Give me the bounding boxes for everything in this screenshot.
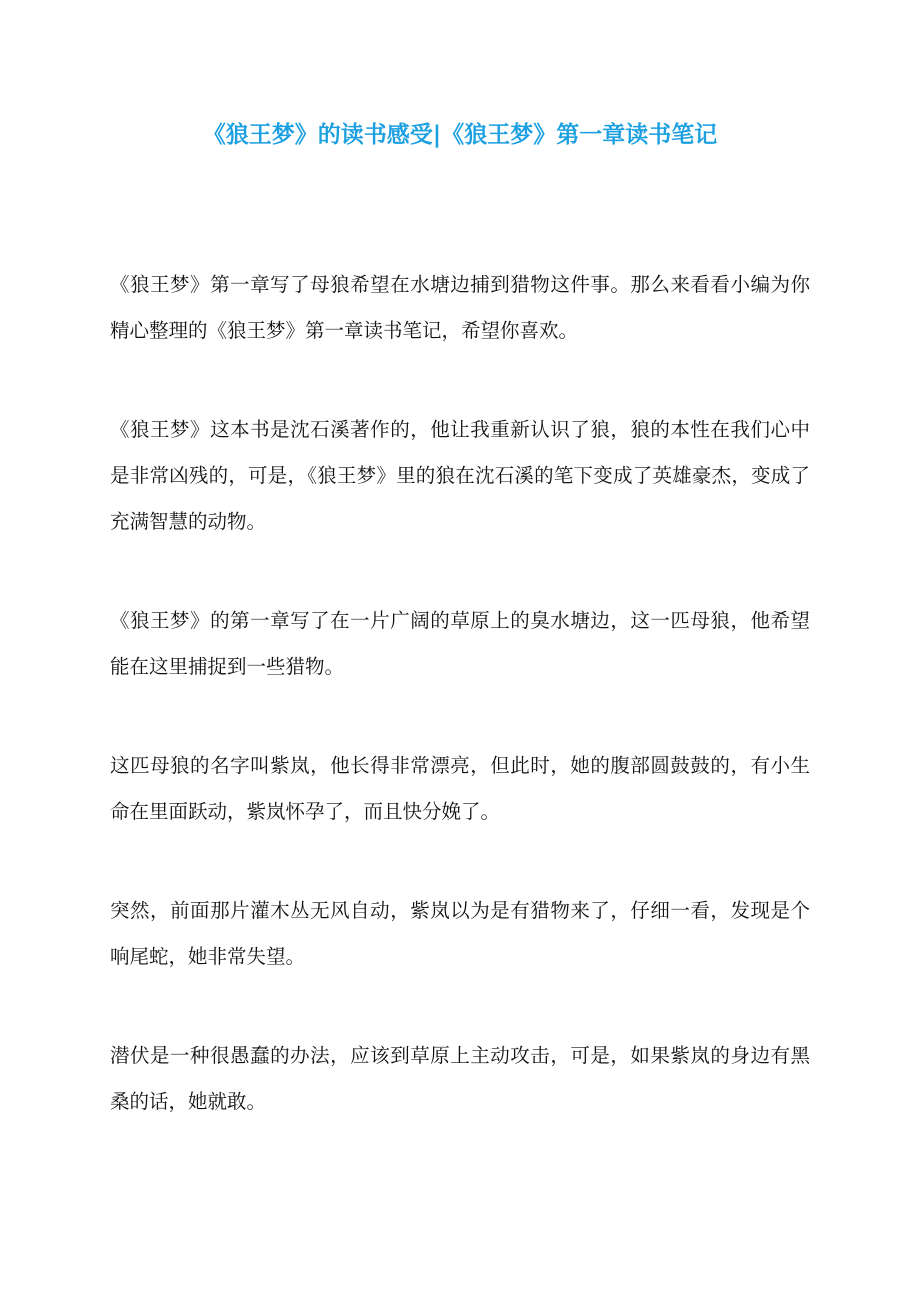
paragraph: 突然，前面那片灌木丛无风自动，紫岚以为是有猎物来了，仔细一看，发现是个响尾蛇，她非常失望。 [110,899,810,968]
paragraph: 《狼王梦》这本书是沈石溪著作的，他让我重新认识了狼，狼的本性在我们心中是非常凶残的，可是，《狼王梦》里的狼在沈石溪的笔下变成了英雄豪杰，变成了充满智慧的动物。 [110,418,810,533]
paragraph: 潜伏是一种很愚蠢的办法，应该到草原上主动攻击，可是，如果紫岚的身边有黑桑的话，她就敢。 [110,1044,810,1113]
paragraph: 《狼王梦》第一章写了母狼希望在水塘边捕到猎物这件事。那么来看看小编为你精心整理的《狼王梦》第一章读书笔记，希望你喜欢。 [110,273,810,342]
document-title: 《狼王梦》的读书感受|《狼王梦》第一章读书笔记 [202,122,718,148]
paragraph: 《狼王梦》的第一章写了在一片广阔的草原上的臭水塘边，这一匹母狼，他希望能在这里捕捉到一些猎物。 [110,609,810,678]
paragraph: 这匹母狼的名字叫紫岚，他长得非常漂亮，但此时，她的腹部圆鼓鼓的，有小生命在里面跃动，紫岚怀孕了，而且快分娩了。 [110,754,810,823]
document-body [110,262,810,1178]
